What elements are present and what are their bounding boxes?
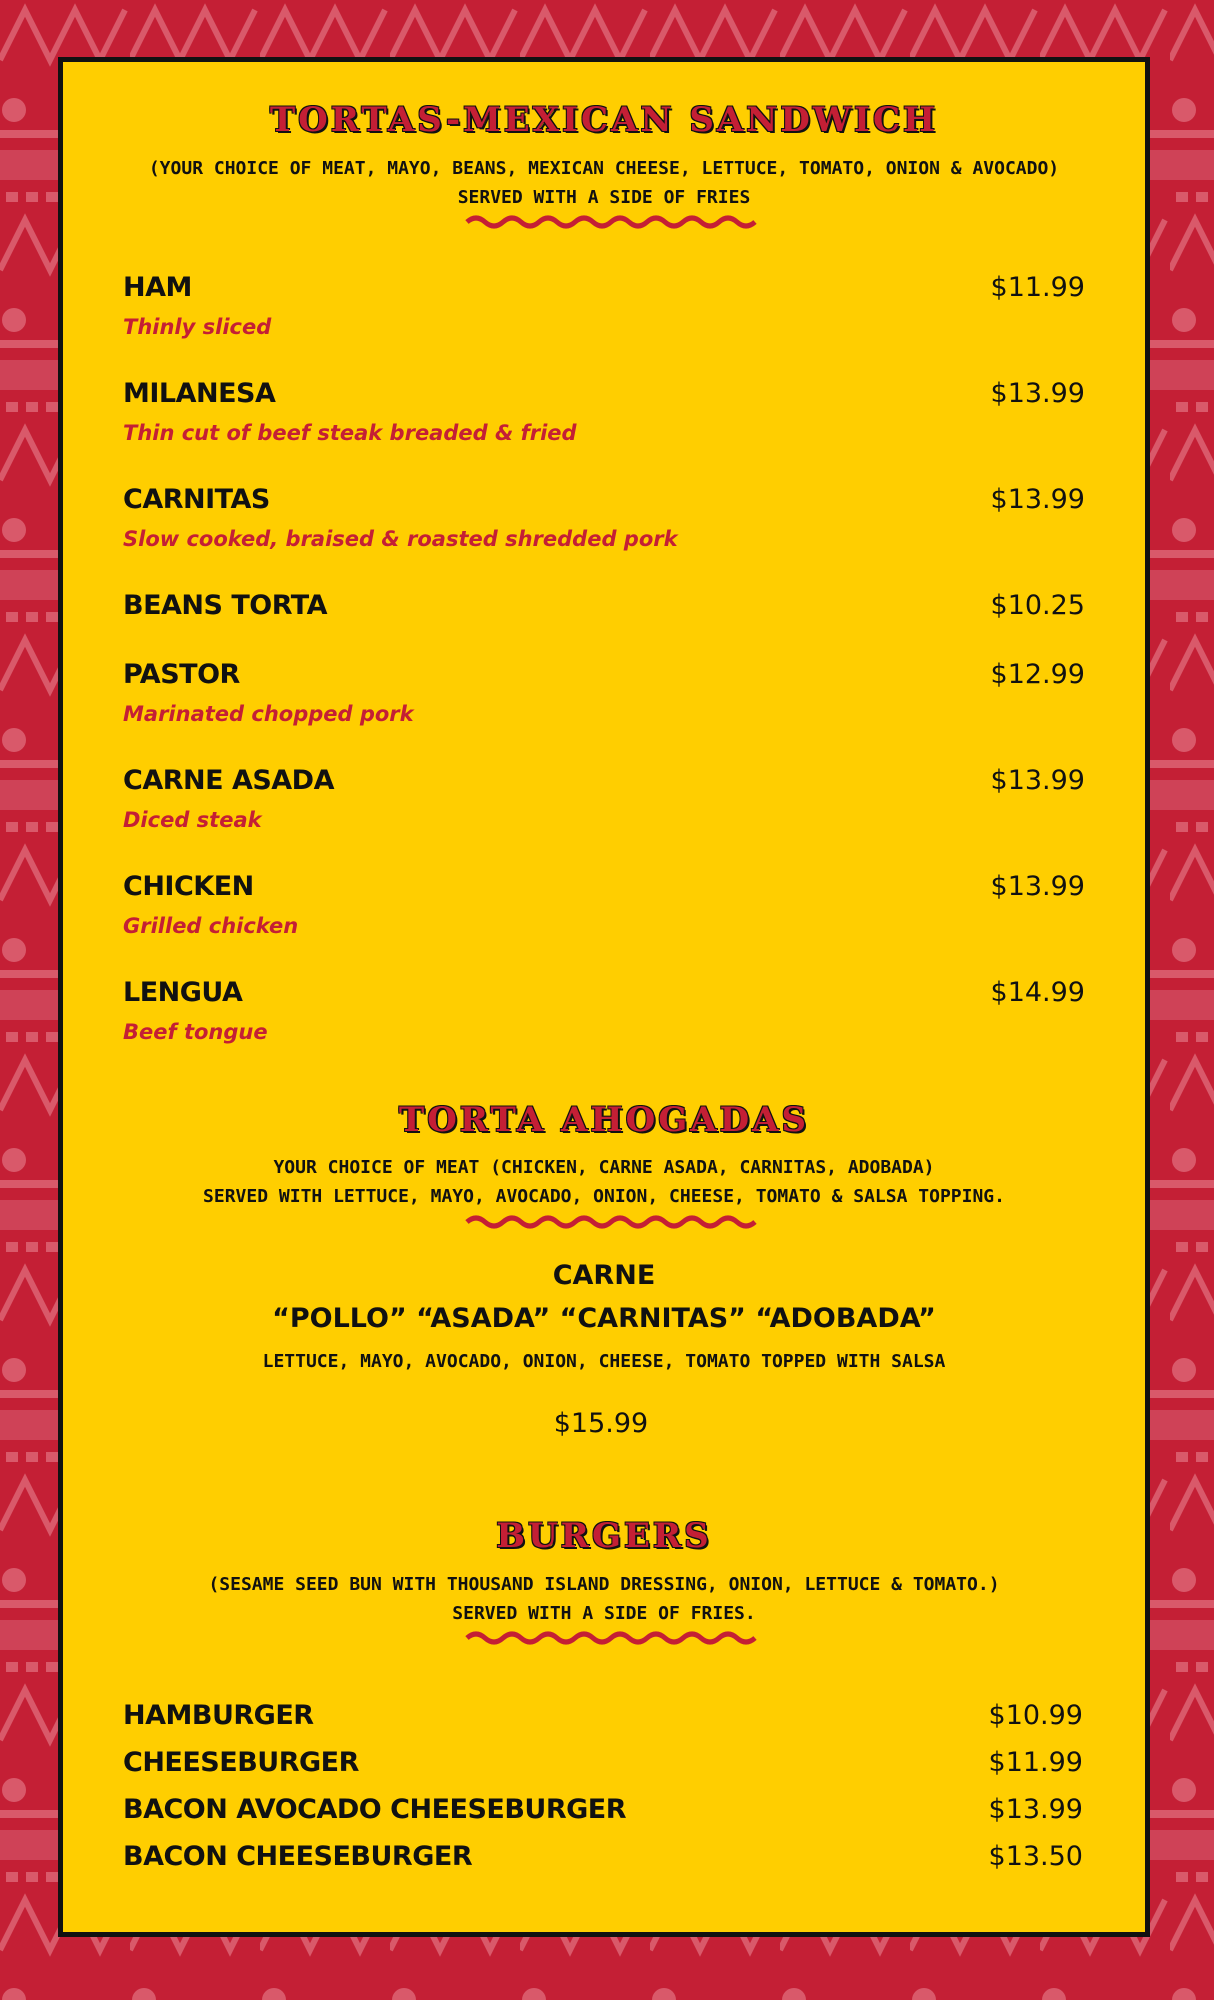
burger-item-name: BACON AVOCADO CHEESEBURGER [123, 1794, 627, 1825]
tortas-subtitle [63, 154, 1145, 212]
burgers-section-title: BURGERS [496, 1516, 712, 1556]
tortas-subtitle-line1: (YOUR CHOICE OF MEAT, MAYO, BEANS, MEXICAN CHEESE, LETTUCE, TOMATO, ONION & AVOCADO) [148, 158, 1060, 179]
tortas-section-title: TORTAS-MEXICAN SANDWICH [269, 100, 939, 140]
menu-item-price: $13.99 [990, 484, 1085, 515]
burger-item-name: CHEESEBURGER [123, 1747, 359, 1778]
menu-item-price: $12.99 [990, 659, 1085, 690]
menu-item-price: $10.25 [990, 590, 1085, 621]
menu-item-desc: Thin cut of beef steak breaded & fried [123, 421, 577, 445]
menu-panel [58, 57, 1150, 1937]
ahogadas-item-price: $15.99 [553, 1408, 649, 1439]
menu-item-name: CHICKEN [123, 871, 254, 902]
menu-item-name: MILANESA [123, 378, 276, 409]
menu-item-desc: Marinated chopped pork [123, 702, 414, 726]
wave-divider [465, 1214, 757, 1230]
burger-item-price: $10.99 [988, 1700, 1083, 1731]
burger-item-price: $11.99 [988, 1747, 1083, 1778]
ahogadas-item-name: CARNE [552, 1260, 656, 1291]
menu-item-desc: Slow cooked, braised & roasted shredded pork [123, 527, 678, 551]
burgers-subtitle-line1: (SESAME SEED BUN WITH THOUSAND ISLAND DRESSING, ONION, LETTUCE & TOMATO.) [208, 1574, 1000, 1595]
menu-item-desc: Beef tongue [123, 1020, 268, 1044]
menu-item-name: CARNITAS [123, 484, 270, 515]
menu-item-name: LENGUA [123, 977, 243, 1008]
burger-item-name: HAMBURGER [123, 1700, 314, 1731]
menu-item-price: $11.99 [990, 272, 1085, 303]
ahogadas-item-desc: LETTUCE, MAYO, AVOCADO, ONION, CHEESE, TOMATO TOPPED WITH SALSA [262, 1351, 946, 1372]
menu-item-desc: Thinly sliced [123, 315, 272, 339]
tortas-subtitle-line2: SERVED WITH A SIDE OF FRIES [457, 187, 751, 208]
burger-item-price: $13.99 [988, 1794, 1083, 1825]
wave-divider [465, 1630, 757, 1646]
ahogadas-subtitle-line1: YOUR CHOICE OF MEAT (CHICKEN, CARNE ASADA, CARNITAS, ADOBADA) [273, 1157, 935, 1178]
burgers-subtitle-line2: SERVED WITH A SIDE OF FRIES. [452, 1603, 756, 1624]
menu-item-name: PASTOR [123, 659, 240, 690]
menu-item-desc: Diced steak [123, 808, 262, 832]
menu-item-name: CARNE ASADA [123, 765, 334, 796]
wave-divider [465, 214, 757, 230]
burger-item-price: $13.50 [988, 1841, 1083, 1872]
burgers-subtitle [63, 1570, 1145, 1628]
ahogadas-item-options: “POLLO” “ASADA” “CARNITAS” “ADOBADA” [272, 1303, 936, 1334]
menu-item-desc: Grilled chicken [123, 914, 299, 938]
burger-item-name: BACON CHEESEBURGER [123, 1841, 473, 1872]
menu-item-price: $13.99 [990, 765, 1085, 796]
ahogadas-section-title: TORTA AHOGADAS [398, 1100, 810, 1140]
menu-item-name: BEANS TORTA [123, 590, 328, 621]
ahogadas-subtitle [63, 1153, 1145, 1211]
menu-item-price: $13.99 [990, 378, 1085, 409]
ahogadas-subtitle-line2: SERVED WITH LETTUCE, MAYO, AVOCADO, ONION, CHEESE, TOMATO & SALSA TOPPING. [203, 1186, 1005, 1207]
menu-item-price: $14.99 [990, 977, 1085, 1008]
menu-item-name: HAM [123, 272, 192, 303]
menu-item-price: $13.99 [990, 871, 1085, 902]
